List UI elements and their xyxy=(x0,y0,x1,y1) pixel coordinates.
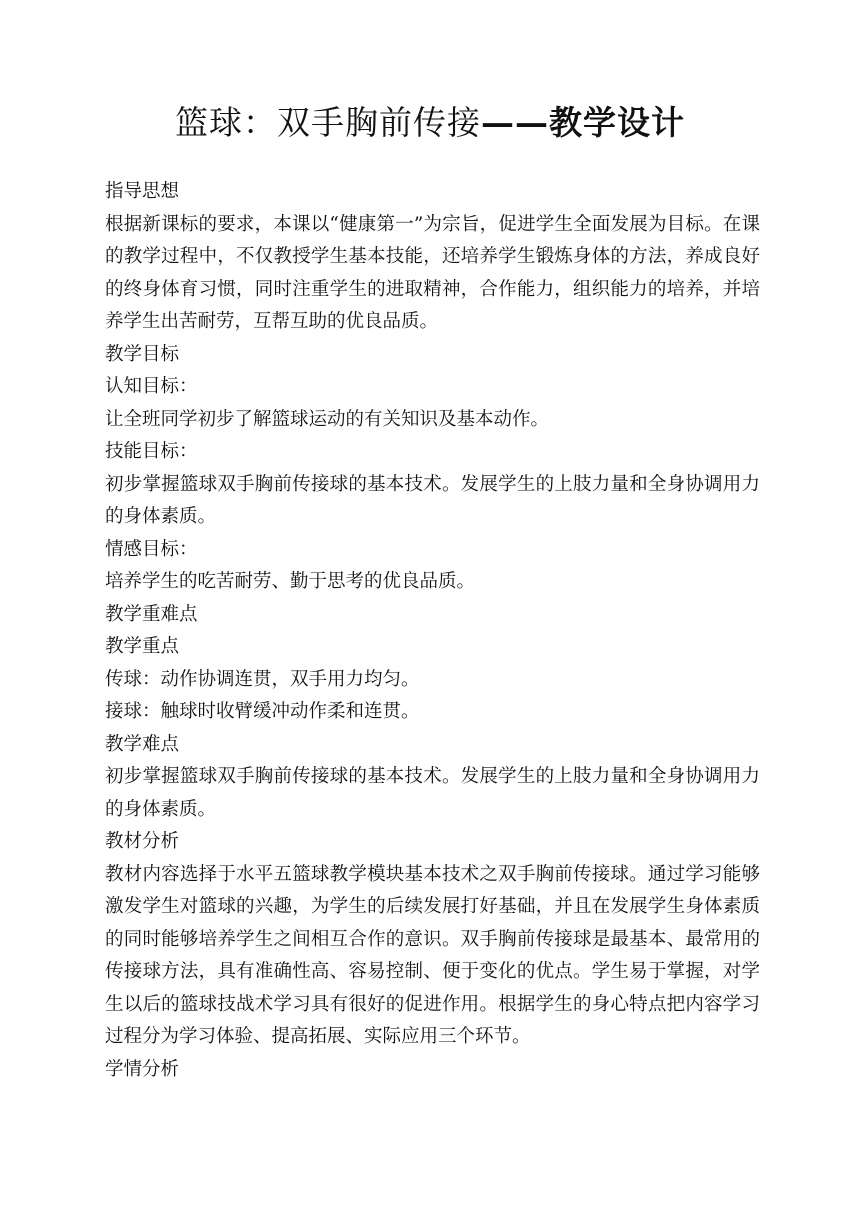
paragraph-key-point-catching: 接球：触球时收臂缓冲动作柔和连贯。 xyxy=(105,701,420,722)
subheading-key-points: 教学重点 xyxy=(105,636,180,657)
paragraph-material-analysis: 教材内容选择于水平五篮球教学模块基本技术之双手胸前传接球。通过学习能够激发学生对篮球的兴趣，为学生的后续发展打好基础，并且在发展学生身体素质的同时能够培养学生之间相互合作的意识。双手胸前传接球是最基本、最常用的传接球方法，具有准确性高、容易控制、便于变化的优点。学生易于掌握，对学生以后的篮球技战术学习具有很好的促进作用。根据学生的身心特点把内容学习过程分为学习体验、提高拓展、实际应用三个环节。 xyxy=(105,863,760,1047)
subheading-skill-goal: 技能目标： xyxy=(105,441,198,462)
document-body xyxy=(105,176,760,1086)
document-title xyxy=(0,98,860,148)
document-title-suffix: ——教学设计 xyxy=(481,103,685,142)
paragraph-guiding-ideology: 根据新课标的要求，本课以“健康第一”为宗旨，促进学生全面发展为目标。在课的教学过程中，不仅教授学生基本技能，还培养学生锻炼身体的方法，养成良好的终身体育习惯，同时注重学生的进取精神，合作能力，组织能力的培养，并培养学生出苦耐劳，互帮互助的优良品质。 xyxy=(105,213,760,332)
paragraph-emotional-goal: 培养学生的吃苦耐劳、勤于思考的优良品质。 xyxy=(105,571,476,592)
section-heading-guiding-ideology: 指导思想 xyxy=(105,181,180,202)
section-heading-material-analysis: 教材分析 xyxy=(105,831,180,852)
section-heading-key-difficult-points: 教学重难点 xyxy=(105,603,198,625)
paragraph-difficult-points: 初步掌握篮球双手胸前传接球的基本技术。发展学生的上肢力量和全身协调用力的身体素质。 xyxy=(105,766,760,820)
document-title-main: 篮球：双手胸前传接 xyxy=(175,103,481,142)
subheading-emotional-goal: 情感目标： xyxy=(105,538,198,560)
paragraph-cognitive-goal: 让全班同学初步了解篮球运动的有关知识及基本动作。 xyxy=(105,408,550,430)
subheading-cognitive-goal: 认知目标： xyxy=(105,376,198,397)
section-heading-learner-analysis: 学情分析 xyxy=(105,1058,180,1080)
paragraph-key-point-passing: 传球：动作协调连贯，双手用力均匀。 xyxy=(105,668,420,690)
subheading-difficult-points: 教学难点 xyxy=(105,733,180,755)
paragraph-skill-goal: 初步掌握篮球双手胸前传接球的基本技术。发展学生的上肢力量和全身协调用力的身体素质。 xyxy=(105,473,760,527)
section-heading-teaching-goals: 教学目标 xyxy=(105,343,180,365)
